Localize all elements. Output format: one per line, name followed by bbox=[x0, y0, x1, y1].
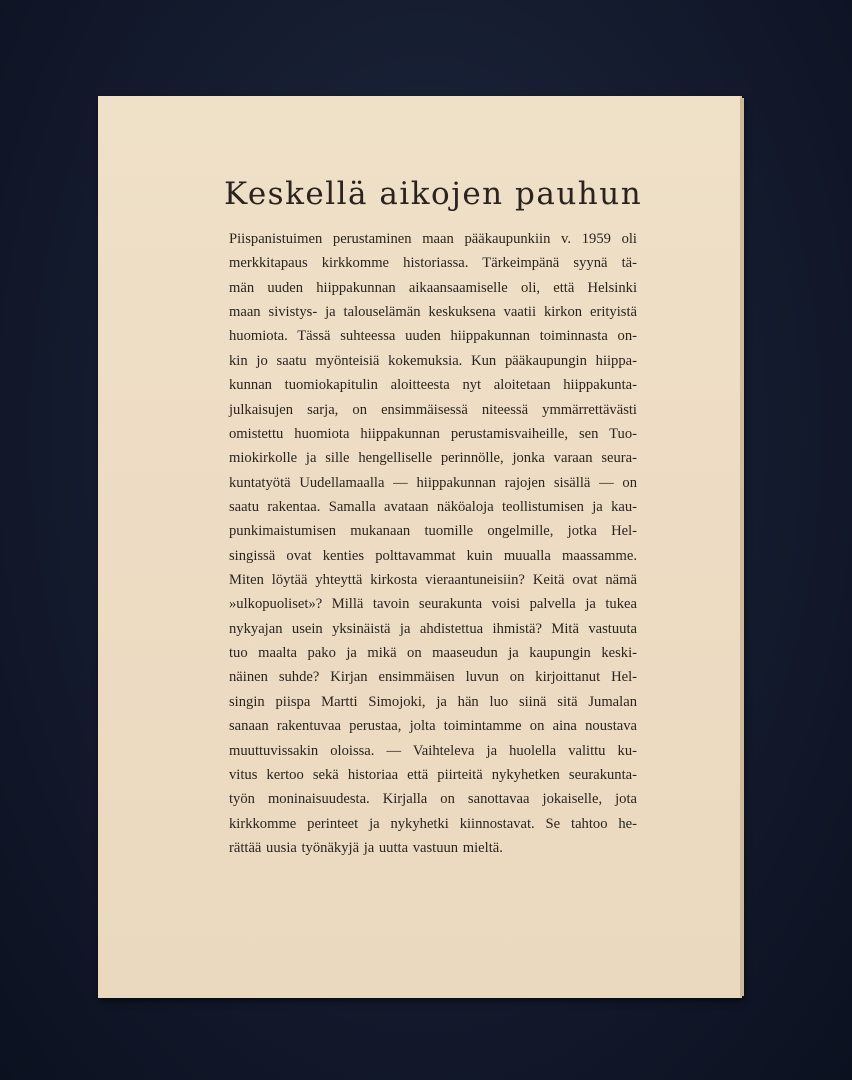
blurb-line: singin piispa Martti Simojoki, ja hän luo siinä sitä Jumalan bbox=[229, 693, 637, 710]
blurb-line: vitus kertoo sekä historiaa että piirteitä nykyhetken seurakunta- bbox=[229, 766, 637, 783]
blurb-line: julkaisujen sarja, on ensimmäisessä niteessä ymmärrettävästi bbox=[229, 401, 637, 418]
blurb-line: singissä ovat kenties polttavammat kuin muualla maassamme. bbox=[229, 547, 637, 564]
blurb-line: huomiota. Tässä suhteessa uuden hiippakunnan toiminnasta on- bbox=[229, 328, 637, 345]
blurb-line: Piispanistuimen perustaminen maan pääkaupunkiin v. 1959 oli bbox=[229, 231, 637, 247]
blurb-line: kirkkomme perinteet ja nykyhetki kiinnostavat. Se tahtoo he- bbox=[229, 815, 637, 832]
blurb-line: nykyajan usein yksinäistä ja ahdistettua ihmistä? Mitä vastuuta bbox=[229, 620, 637, 637]
cover-title: Keskellä aikojen pauhun bbox=[224, 176, 643, 212]
blurb-text bbox=[229, 227, 637, 860]
book-back-cover bbox=[98, 96, 742, 998]
blurb-line: saatu rakentaa. Samalla avataan näköaloja teollistumisen ja kau- bbox=[229, 498, 637, 515]
blurb-line: kuntatyötä Uudellamaalla — hiippakunnan rajojen sisällä — on bbox=[229, 474, 637, 491]
blurb-line: sanaan rakentuvaa perustaa, jolta toimintamme on aina noustava bbox=[229, 718, 637, 735]
blurb-line: merkkitapaus kirkkomme historiassa. Tärkeimpänä syynä tä- bbox=[229, 255, 637, 272]
blurb-line: rättää uusia työnäkyjä ja uutta vastuun mieltä. bbox=[229, 839, 503, 856]
blurb-line: omistettu huomiota hiippakunnan perustamisvaiheille, sen Tuo- bbox=[229, 425, 637, 442]
blurb-line: muuttuvissakin oloissa. — Vaihteleva ja huolella valittu ku- bbox=[229, 742, 637, 759]
blurb-line: näinen suhde? Kirjan ensimmäisen luvun on kirjoittanut Hel- bbox=[229, 669, 637, 686]
blurb-line: män uuden hiippakunnan aikaansaamiselle oli, että Helsinki bbox=[229, 279, 637, 296]
blurb-line: Miten löytää yhteyttä kirkosta vieraantuneisiin? Keitä ovat nämä bbox=[229, 572, 637, 589]
blurb-line: kunnan tuomiokapitulin aloitteesta nyt aloitetaan hiippakunta- bbox=[229, 377, 637, 394]
blurb-line: työn moninaisuudesta. Kirjalla on sanottavaa jokaiselle, jota bbox=[229, 791, 637, 808]
blurb-line: tuo maalta pako ja mikä on maaseudun ja kaupungin keski- bbox=[229, 645, 637, 662]
blurb-line: punkimaistumisen mukanaan tuomille ongelmille, jotka Hel- bbox=[229, 523, 637, 540]
blurb-line: kin jo saatu myönteisiä kokemuksia. Kun pääkaupungin hiippa- bbox=[229, 352, 637, 369]
blurb-line: »ulkopuoliset»? Millä tavoin seurakunta voisi palvella ja tukea bbox=[229, 596, 637, 613]
blurb-line: miokirkolle ja sille hengelliselle perinnölle, jonka varaan seura- bbox=[229, 450, 637, 467]
blurb-line: maan sivistys- ja talouselämän keskuksena vaatii kirkon erityistä bbox=[229, 304, 637, 321]
